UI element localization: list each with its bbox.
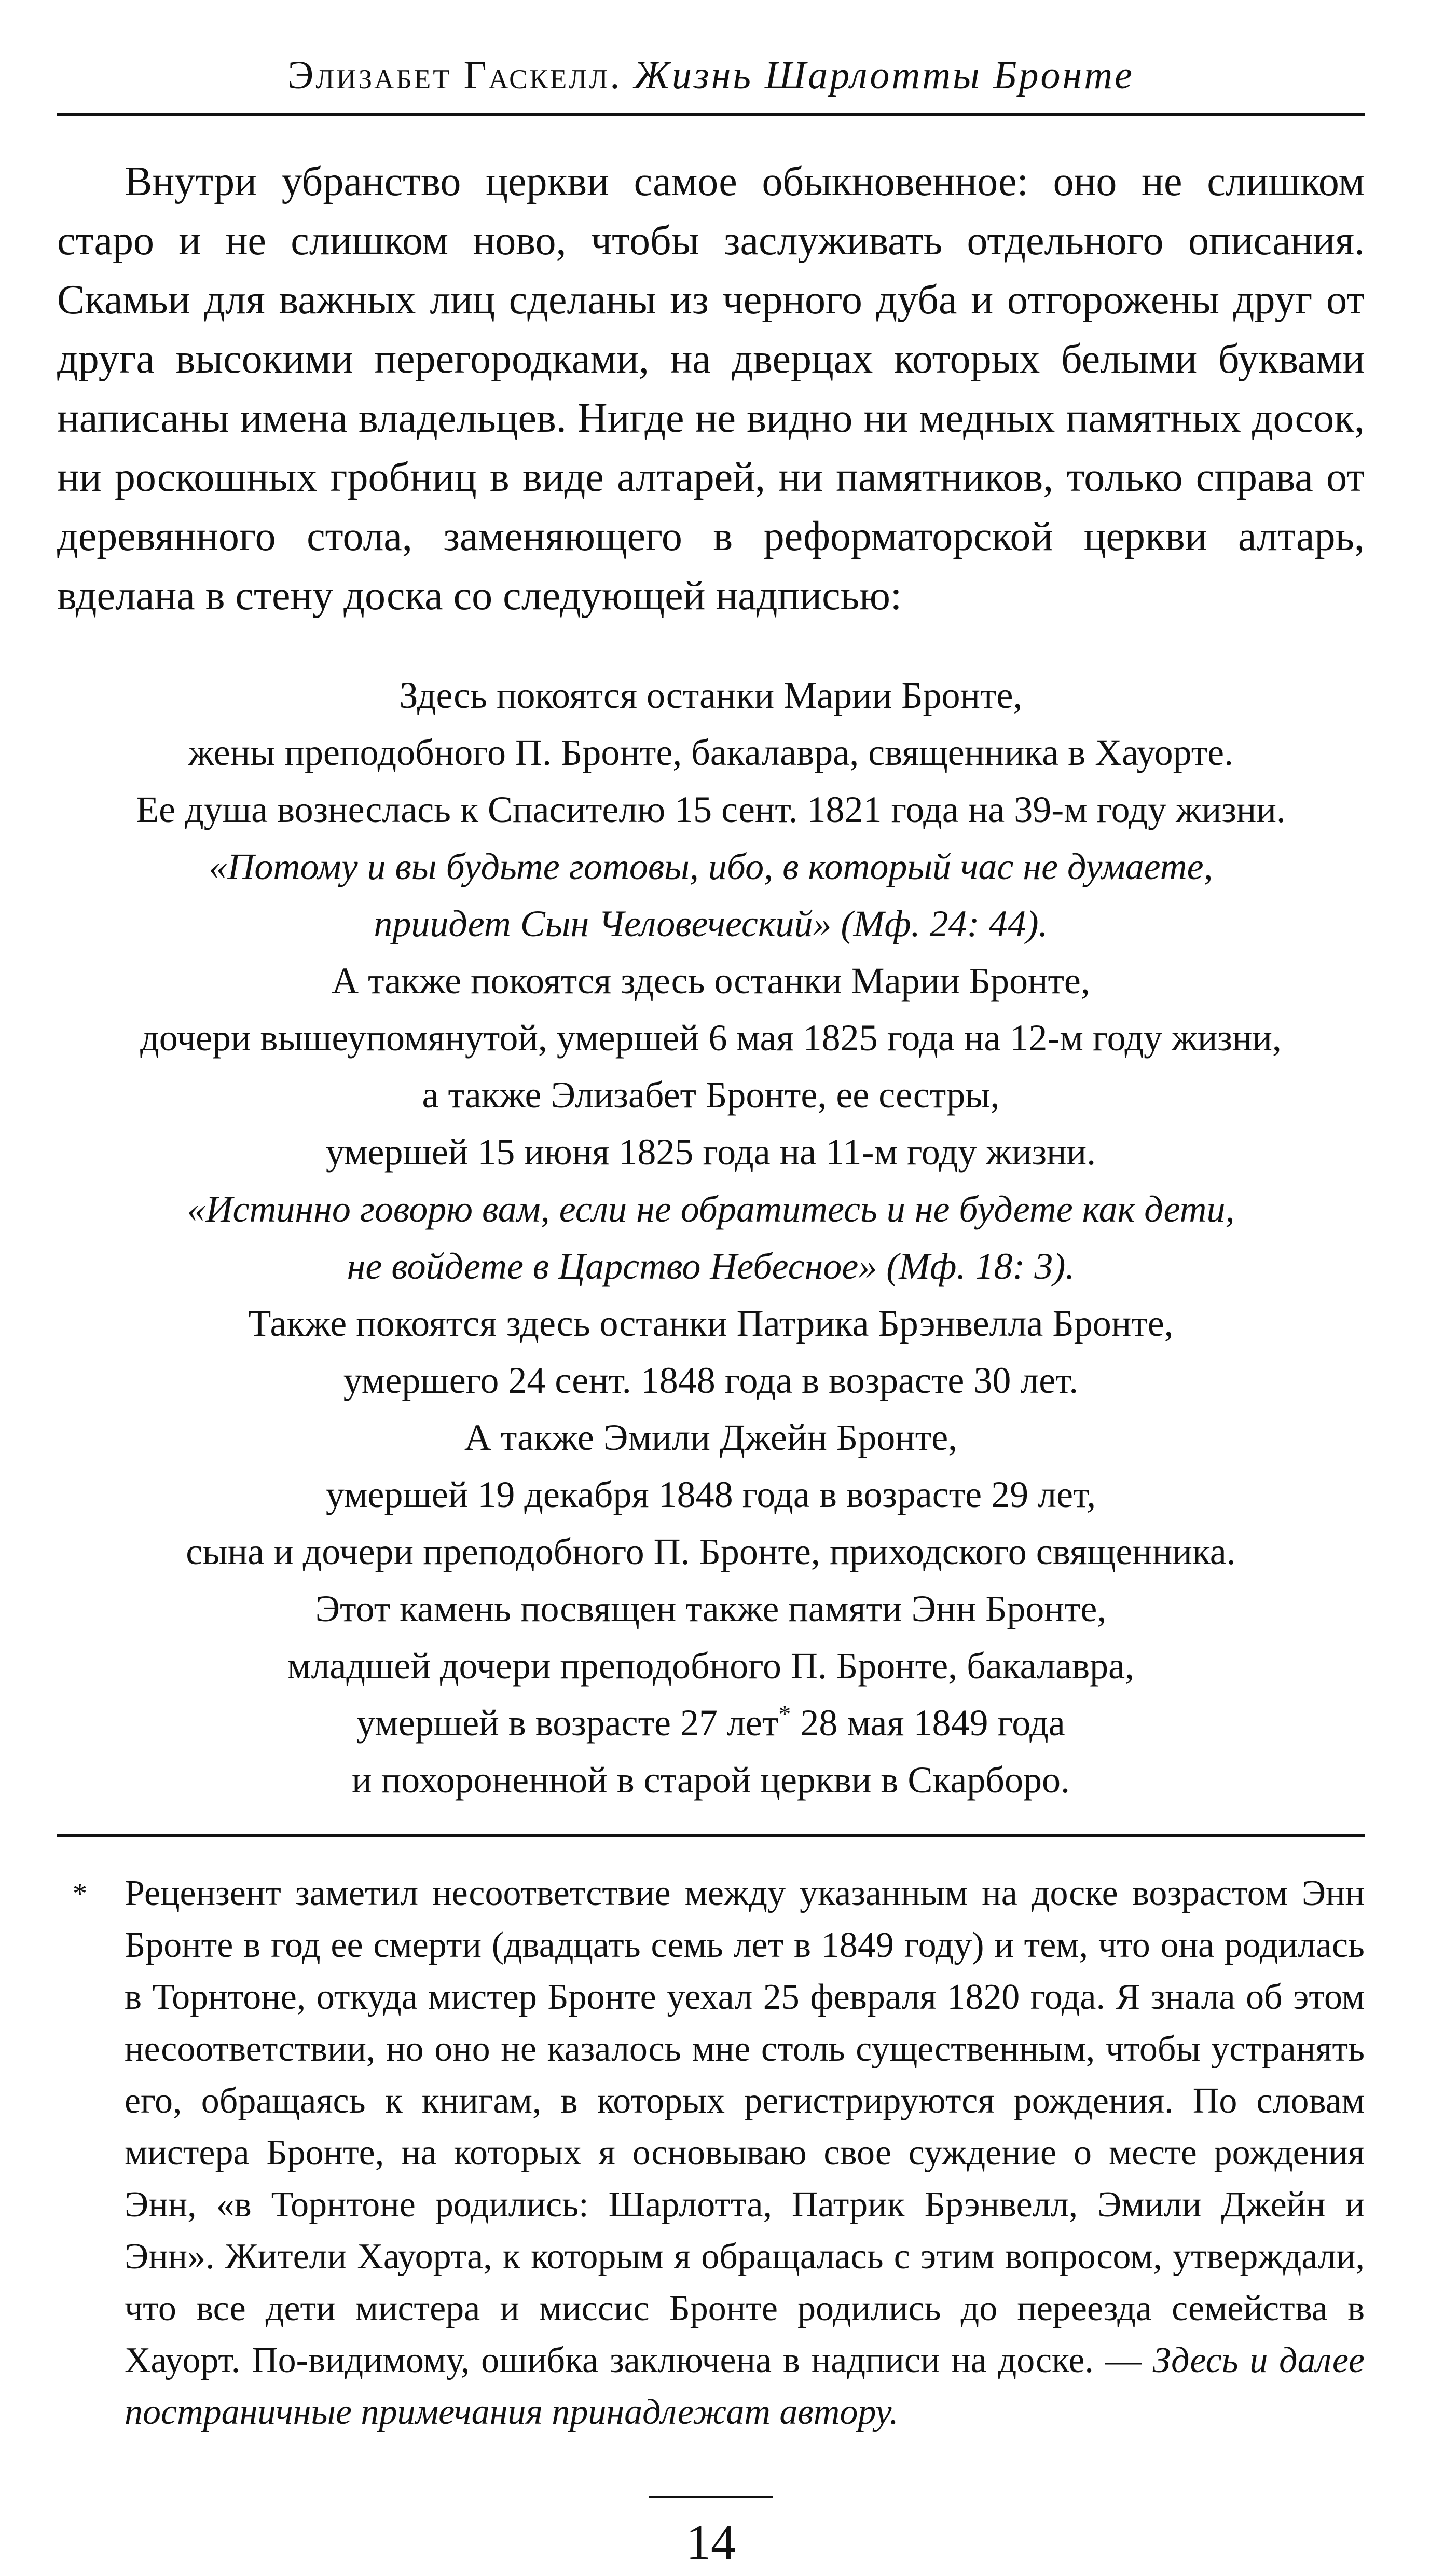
inscription-line: умершей 15 июня 1825 года на 11-м году жизни. [325, 1131, 1096, 1173]
footnote-rule [57, 1834, 1365, 1837]
footnote [57, 1868, 1365, 2438]
inscription-line: А также Эмили Джейн Бронте, [464, 1417, 958, 1458]
header-author: Элизабет Гаскелл. [287, 53, 622, 97]
page-number-rule [649, 2496, 773, 2498]
inscription-block [57, 667, 1365, 1808]
footnote-mark: * [73, 1878, 87, 1910]
inscription-quote-line: «Потому и вы будьте готовы, ибо, в который час не думаете, [209, 846, 1213, 887]
running-header [57, 47, 1365, 104]
inscription-line: а также Элизабет Бронте, ее сестры, [422, 1074, 1000, 1116]
footnote-attribution: Здесь и далее постраничные примечания принадлежат автору. [125, 2340, 1365, 2432]
inscription-line: Этот камень посвящен также памяти Энн Бронте, [315, 1588, 1107, 1629]
inscription-line-text: умершей в возрасте 27 лет [356, 1702, 779, 1744]
header-title: Жизнь Шарлотты Бронте [634, 53, 1134, 97]
inscription-line: дочери вышеупомянутой, умершей 6 мая 1825 года на 12-м году жизни, [140, 1017, 1282, 1059]
inscription-line: Ее душа вознеслась к Спасителю 15 сент. 1821 года на 39-м году жизни. [136, 789, 1286, 830]
header-rule [57, 113, 1365, 116]
inscription-line: А также покоятся здесь останки Марии Бронте, [332, 960, 1090, 1002]
inscription-line: Здесь покоятся останки Марии Бронте, [399, 675, 1023, 716]
inscription-line [57, 1694, 1365, 1751]
book-page [57, 47, 1365, 2570]
footnote-text: Рецензент заметил несоответствие между указанным на доске возрастом Энн Бронте в год ее смерти (двадцать семь лет в 1849 году) и тем, что она родилась в Торнтоне, откуда мистер Бронте уехал 25 февраля 1820 года. Я знала об этом несоответствии, но оно не казалось мне столь существенным, чтобы устранять его, обращаясь к книгам, в которых регистрируются рождения. По словам мистера Бронте, на которых я основываю свое суждение о месте рождения Энн, «в Торнтоне родились: Шарлотта, Патрик Брэнвелл, Эмили Джейн и Энн». Жители Хауорта, к которым я обращалась с этим вопросом, утверждали, что все дети мистера и миссис Бронте родились до переезда семейства в Хауорт. По-видимому, ошибка заключена в надписи на доске. — [125, 1873, 1365, 2380]
inscription-line: младшей дочери преподобного П. Бронте, бакалавра, [287, 1645, 1135, 1687]
inscription-line: и похороненной в старой церкви в Скарборо. [352, 1759, 1070, 1801]
inscription-line-text: 28 мая 1849 года [791, 1702, 1065, 1744]
body-paragraph: Внутри убранство церкви самое обыкновенное: оно не слишком старо и не слишком ново, чтобы заслуживать отдельного описания. Скамьи для важных лиц сделаны из черного дуба и отгорожены друг от друга высокими перегородками, на дверцах которых белыми буквами написаны имена владельцев. Нигде не видно ни медных памятных досок, ни роскошных гробниц в виде алтарей, ни памятников, только справа от деревянного стола, заменяющего в реформаторской церкви алтарь, вделана в стену доска со следующей надписью: [57, 159, 1365, 619]
inscription-quote-line: приидет Сын Человеческий» (Мф. 24: 44). [374, 903, 1048, 944]
inscription-line: жены преподобного П. Бронте, бакалавра, священника в Хауорте. [188, 732, 1234, 773]
inscription-line: умершего 24 сент. 1848 года в возрасте 30 лет. [343, 1360, 1079, 1401]
inscription-line: сына и дочери преподобного П. Бронте, приходского священника. [186, 1531, 1236, 1572]
page-number: 14 [686, 2514, 736, 2570]
inscription-line: умершей 19 декабря 1848 года в возрасте 29 лет, [325, 1474, 1096, 1515]
footnote-reference-mark[interactable]: * [778, 1701, 791, 1728]
inscription-quote-line: «Истинно говорю вам, если не обратитесь и не будете как дети, [187, 1188, 1235, 1230]
inscription-quote-line: не войдете в Царство Небесное» (Мф. 18: 3). [347, 1245, 1075, 1287]
inscription-line: Также покоятся здесь останки Патрика Брэнвелла Бронте, [248, 1303, 1174, 1344]
